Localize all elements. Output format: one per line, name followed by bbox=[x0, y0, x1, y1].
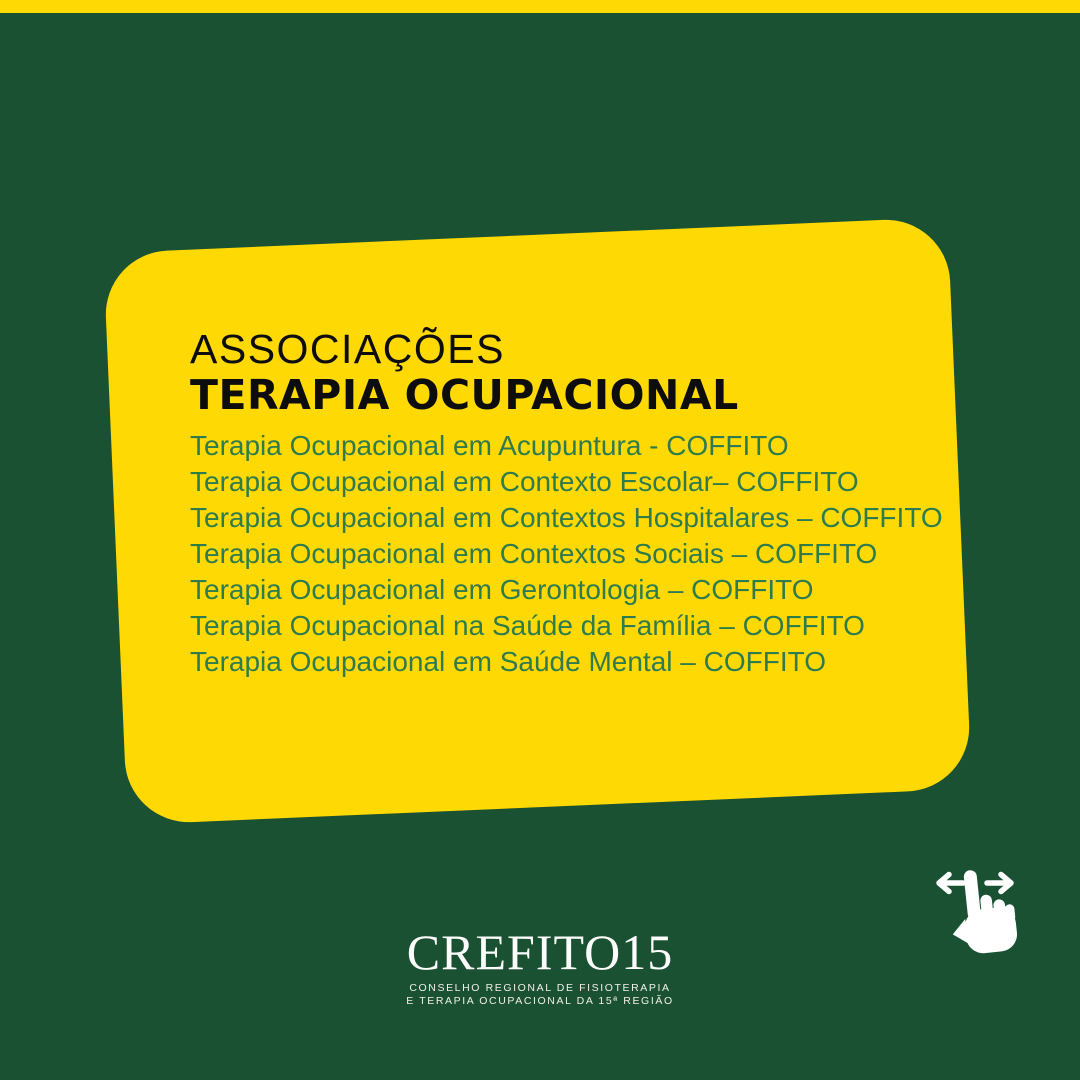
logo-subtitle-line2: E TERAPIA OCUPACIONAL DA 15ª REGIÃO bbox=[406, 995, 674, 1007]
crefito15-logo bbox=[0, 925, 1080, 1008]
logo-subtitle bbox=[0, 982, 1080, 1008]
list-item: Terapia Ocupacional na Saúde da Família – COFFITO bbox=[190, 610, 865, 641]
logo-subtitle-line1: CONSELHO REGIONAL DE FISIOTERAPIA bbox=[409, 982, 671, 994]
list-item: Terapia Ocupacional em Contextos Sociais – COFFITO bbox=[190, 538, 878, 569]
top-accent-bar bbox=[0, 0, 1080, 13]
list-item: Terapia Ocupacional em Gerontologia – COFFITO bbox=[190, 574, 814, 605]
arrow-right-icon bbox=[987, 875, 1011, 892]
arrow-left-icon bbox=[939, 875, 963, 892]
swipe-horizontal-icon[interactable] bbox=[933, 860, 1017, 956]
page-title: TERAPIA OCUPACIONAL bbox=[190, 371, 739, 419]
list-item: Terapia Ocupacional em Contextos Hospitalares – COFFITO bbox=[190, 502, 943, 533]
list-item: Terapia Ocupacional em Contexto Escolar– COFFITO bbox=[190, 466, 859, 497]
card-content bbox=[190, 326, 950, 680]
list-item: Terapia Ocupacional em Acupuntura - COFFITO bbox=[190, 430, 789, 461]
logo-text: CREFITO15 bbox=[406, 924, 674, 980]
list-item: Terapia Ocupacional em Saúde Mental – COFFITO bbox=[190, 646, 827, 677]
association-list bbox=[190, 428, 950, 680]
eyebrow-heading: ASSOCIAÇÕES bbox=[190, 326, 505, 372]
